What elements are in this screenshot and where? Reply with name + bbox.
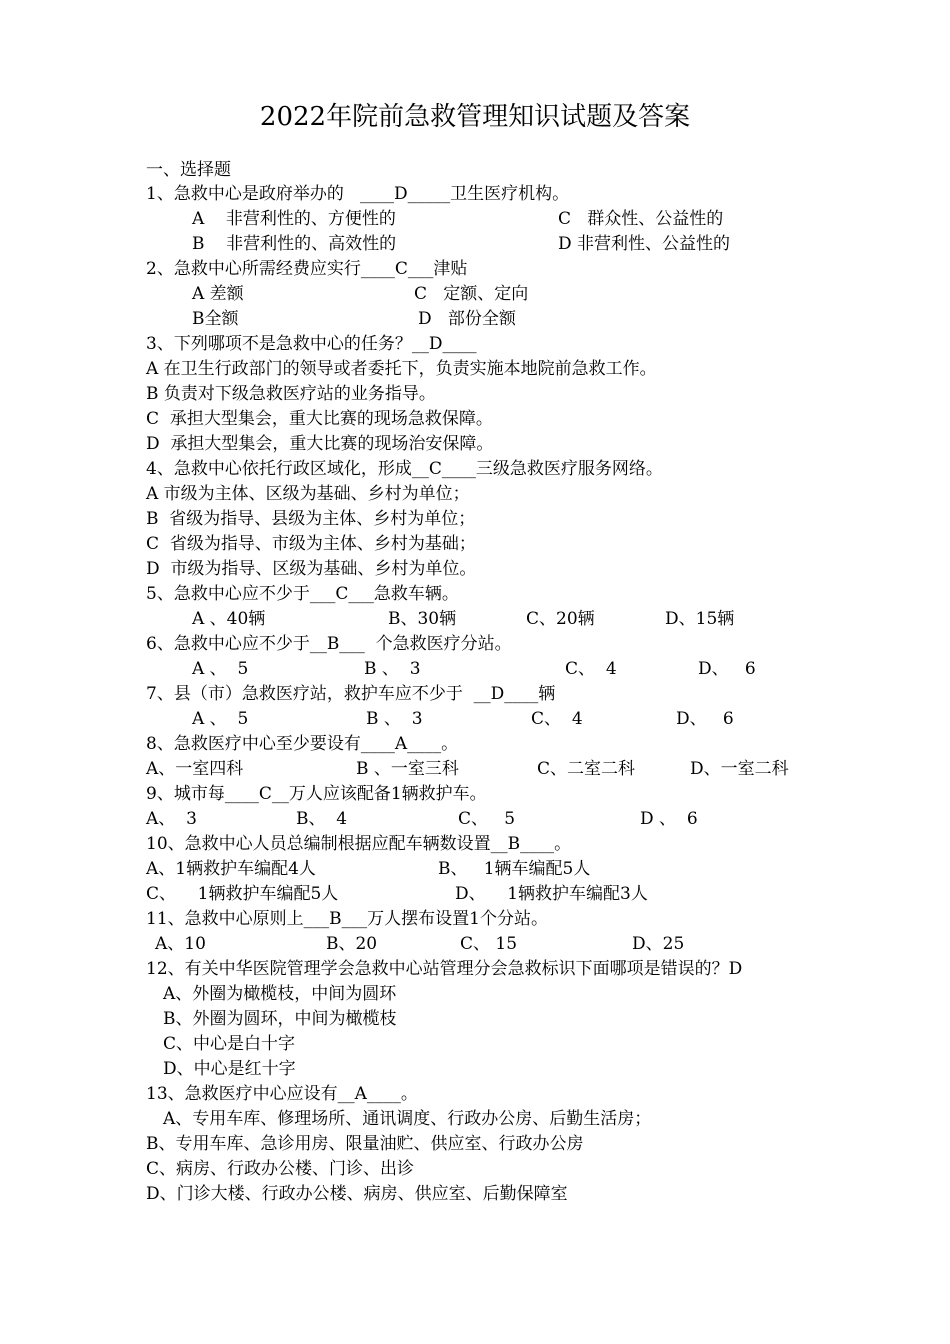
option: B、30辆 [388, 609, 457, 629]
section-heading: 一、选择题 [146, 160, 231, 180]
question-9: 9、城市每____C__万人应该配备1辆救护车。 [146, 784, 487, 804]
option: B、 4 [296, 809, 348, 829]
option: B、外圈为圆环，中间为橄榄枝 [163, 1009, 397, 1029]
question-4: 4、急救中心依托行政区域化，形成__C____三级急救医疗服务网络。 [146, 459, 663, 479]
option: B、 1辆车编配5人 [438, 859, 591, 879]
option: A、10 [155, 934, 206, 954]
option: A 、 5 [192, 659, 249, 679]
option: D、一室二科 [690, 759, 789, 779]
option: A、专用车库、修理场所、通讯调度、行政办公房、后勤生活房； [163, 1109, 652, 1129]
option: A 非营利性的、方便性的 [192, 209, 396, 229]
option: A 在卫生行政部门的领导或者委托下，负责实施本地院前急救工作。 [146, 359, 657, 379]
option: D 市级为指导、区级为基础、乡村为单位。 [146, 559, 477, 579]
option: D、中心是红十字 [163, 1059, 296, 1079]
option: A、外圈为橄榄枝，中间为圆环 [163, 984, 397, 1004]
question-5: 5、急救中心应不少于___C___急救车辆。 [146, 584, 459, 604]
option: D 、 6 [640, 809, 698, 829]
option: C 定额、定向 [414, 284, 529, 304]
option: A、1辆救护车编配4人 [146, 859, 316, 879]
option: B、20 [326, 934, 378, 954]
question-7: 7、县（市）急救医疗站，救护车应不少于 __D____辆 [146, 684, 556, 704]
option: A、一室四科 [146, 759, 244, 779]
option: D、25 [632, 934, 685, 954]
question-12: 12、有关中华医院管理学会急救中心站管理分会急救标识下面哪项是错误的？D [146, 959, 743, 979]
option: C 群众性、公益性的 [558, 209, 724, 229]
question-11: 11、急救中心原则上___B___万人摆布设置1个分站。 [146, 909, 548, 929]
option: B 、 3 [366, 709, 423, 729]
option: A 差额 [192, 284, 244, 304]
option: B 、 3 [364, 659, 421, 679]
question-8: 8、急救医疗中心至少要设有____A____。 [146, 734, 459, 754]
option: C、病房、行政办公楼、门诊、出诊 [146, 1159, 415, 1179]
question-1: 1、急救中心是政府举办的 ____D_____卫生医疗机构。 [146, 184, 570, 204]
question-13: 13、急救医疗中心应设有__A____。 [146, 1084, 418, 1104]
option: D、 1辆救护车编配3人 [455, 884, 648, 904]
option: D、门诊大楼、行政办公楼、病房、供应室、后勤保障室 [146, 1184, 568, 1204]
question-3: 3、下列哪项不是急救中心的任务？__D____ [146, 334, 477, 354]
option: D、 6 [676, 709, 734, 729]
option: B 非营利性的、高效性的 [192, 234, 397, 254]
option: C、20辆 [526, 609, 595, 629]
option: C 承担大型集会，重大比赛的现场急救保障。 [146, 409, 493, 429]
option: D 承担大型集会，重大比赛的现场治安保障。 [146, 434, 494, 454]
option: D、15辆 [665, 609, 735, 629]
option: A 市级为主体、区级为基础、乡村为单位； [146, 484, 470, 504]
option: B 负责对下级急救医疗站的业务指导。 [146, 384, 436, 404]
option: C 省级为指导、市级为主体、乡村为基础； [146, 534, 476, 554]
question-10: 10、急救中心人员总编制根据应配车辆数设置__B____。 [146, 834, 572, 854]
option: C、 5 [458, 809, 516, 829]
option: D 部份全额 [418, 309, 516, 329]
option: A、 3 [146, 809, 197, 829]
option: A 、 5 [192, 709, 249, 729]
option: B 省级为指导、县级为主体、乡村为单位； [146, 509, 476, 529]
option: C、 4 [531, 709, 583, 729]
option: B全额 [192, 309, 239, 329]
option: C、 4 [565, 659, 617, 679]
question-6: 6、急救中心应不少于__B___ 个急救医疗分站。 [146, 634, 512, 654]
option: C、中心是白十字 [163, 1034, 296, 1054]
option: A 、40辆 [192, 609, 266, 629]
option: D、 6 [698, 659, 756, 679]
document-title: 2022年院前急救管理知识试题及答案 [259, 102, 691, 132]
option: B、专用车库、急诊用房、限量油贮、供应室、行政办公房 [146, 1134, 584, 1154]
option: B 、一室三科 [356, 759, 459, 779]
option: D 非营利性、公益性的 [558, 234, 731, 254]
option: C、 1辆救护车编配5人 [146, 884, 339, 904]
option: C、 15 [460, 934, 518, 954]
question-2: 2、急救中心所需经费应实行____C___津贴 [146, 259, 468, 279]
option: C、二室二科 [537, 759, 636, 779]
